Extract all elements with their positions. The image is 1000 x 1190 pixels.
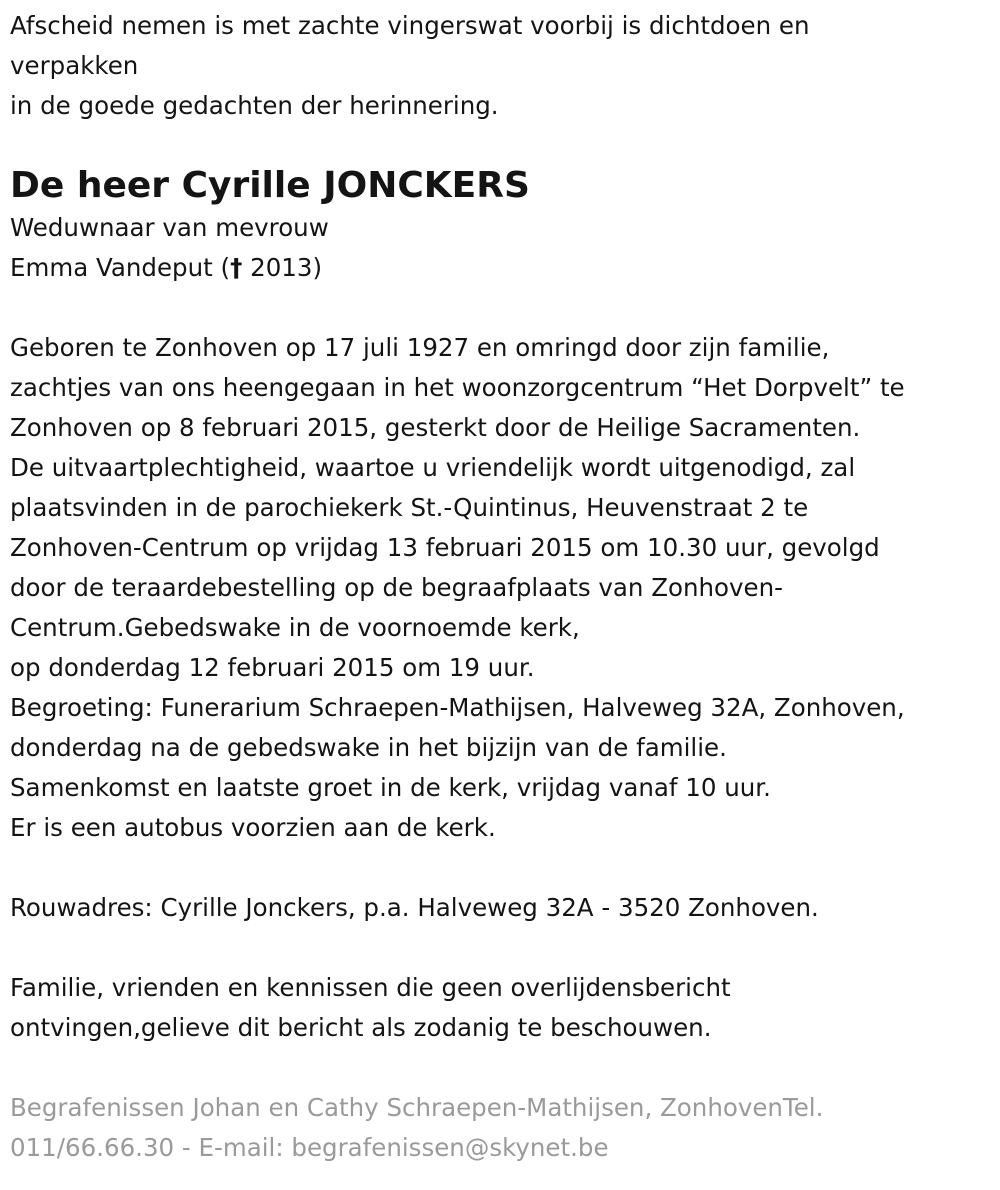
announcement-line: Zonhoven-Centrum op vrijdag 13 februari 2015 om 10.30 uur, gevolgd [10,533,880,562]
announcement-line: Geboren te Zonhoven op 17 juli 1927 en omringd door zijn familie, [10,333,830,362]
announcement-line: Centrum.Gebedswake in de voornoemde kerk, [10,613,580,642]
announcement-line: Begroeting: Funerarium Schraepen-Mathijsen, Halveweg 32A, Zonhoven, [10,693,905,722]
notice-line: Familie, vrienden en kennissen die geen overlijdensbericht [10,973,731,1002]
footer-line: Begrafenissen Johan en Cathy Schraepen-Mathijsen, ZonhovenTel. [10,1093,824,1122]
announcement-line: op donderdag 12 februari 2015 om 19 uur. [10,653,535,682]
relation-text: Weduwnaar van mevrouw [10,213,329,242]
intro-line: Afscheid nemen is met zachte vingerswat voorbij is dichtdoen en [10,11,810,40]
spouse-line [10,248,990,288]
footer-line: 011/66.66.30 - E-mail: begrafenissen@skynet.be [10,1133,609,1162]
announcement-line: Er is een autobus voorzien aan de kerk. [10,813,496,842]
deceased-name: De heer Cyrille JONCKERS [10,165,530,206]
spouse-name: Emma Vandeput ( [10,253,231,282]
intro-line: in de goede gedachten der herinnering. [10,91,499,120]
announcement-text [10,328,990,848]
announcement-line: donderdag na de gebedswake in het bijzijn van de familie. [10,733,727,762]
announcement-line: Zonhoven op 8 februari 2015, gesterkt door de Heilige Sacramenten. [10,413,861,442]
announcement-line: Samenkomst en laatste groet in de kerk, vrijdag vanaf 10 uur. [10,773,771,802]
announcement-line: De uitvaartplechtigheid, waartoe u vriendelijk wordt uitgenodigd, zal [10,453,856,482]
notice-line: ontvingen,gelieve dit bericht als zodanig te beschouwen. [10,1013,712,1042]
announcement-line: door de teraardebestelling op de begraafplaats van Zonhoven- [10,573,783,602]
intro-poem [10,6,990,126]
cross-icon: † [230,253,243,282]
mourning-address [10,888,990,928]
spouse-death-year: 2013) [242,253,323,282]
intro-line: verpakken [10,51,139,80]
announcement-line: plaatsvinden in de parochiekerk St.-Quintinus, Heuvenstraat 2 te [10,493,809,522]
announcement-line: zachtjes van ons heengegaan in het woonzorgcentrum “Het Dorpvelt” te [10,373,905,402]
spouse-info [10,208,990,288]
family-notice [10,968,990,1048]
mourning-address-text: Rouwadres: Cyrille Jonckers, p.a. Halveweg 32A - 3520 Zonhoven. [10,893,819,922]
funeral-home-footer [10,1088,990,1168]
